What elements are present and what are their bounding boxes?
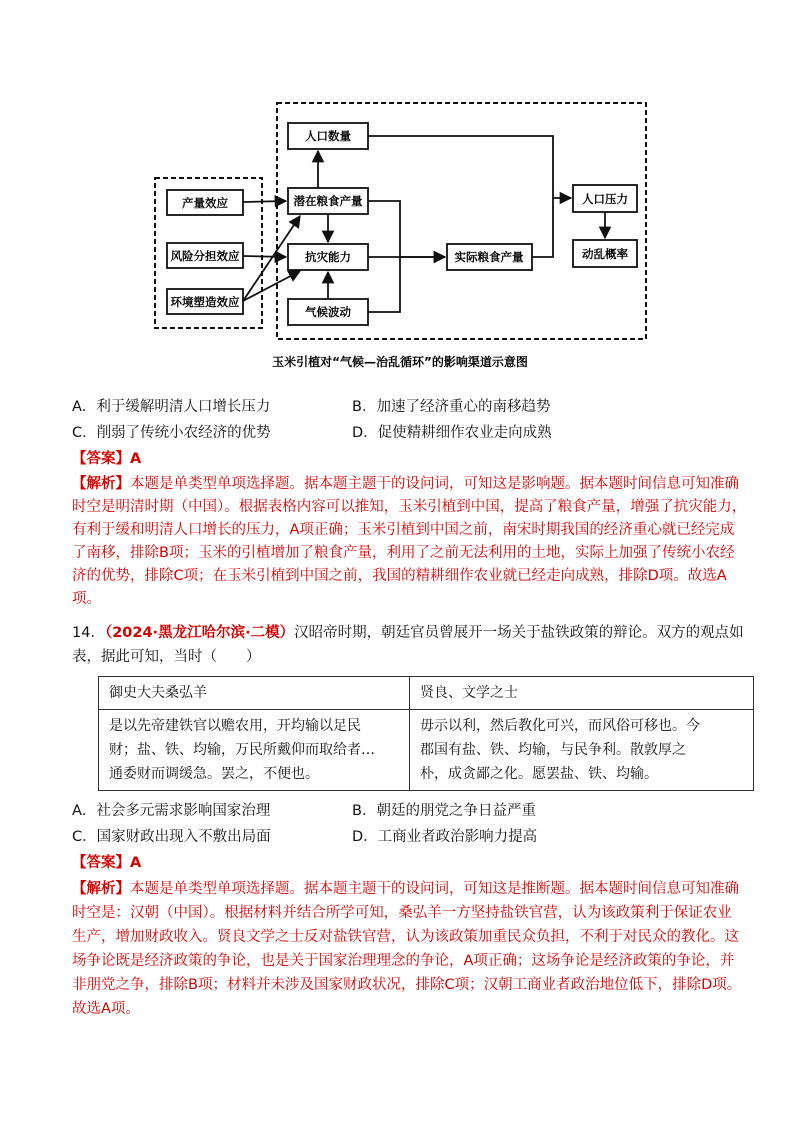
arrow-climate-to-actual	[368, 257, 400, 312]
q14-answer: 【答案】A	[72, 855, 142, 871]
q13-option-d: D．促使精耕细作农业走向成熟	[352, 425, 552, 441]
q14-stem-line-1: 14．（2024·黑龙江哈尔滨·二模）汉昭帝时期，朝廷官员曾展开一场关于盐铁政策的辩论。双方的观点如	[72, 625, 744, 641]
question-number: 14．	[72, 625, 105, 641]
q13-answer: 【答案】A	[72, 451, 142, 467]
label-risk-sharing: 风险分担效应	[170, 249, 240, 263]
label-actual-food: 实际粮食产量	[454, 250, 524, 264]
label-unrest-probability: 动乱概率	[582, 247, 628, 261]
label-potential-food: 潜在粮食产量	[293, 194, 363, 208]
arrow-population-to-pressure	[368, 136, 571, 198]
q14-option-a: A．社会多元需求影响国家治理	[72, 803, 271, 819]
q14-analysis-line-1: 【解析】本题是单类型单项选择题。据本题主题干的设问词，可知这是推断题。据本题时间信息可知准确	[72, 881, 739, 897]
question-source: （2024·黑龙江哈尔滨·二模）	[104, 625, 295, 641]
q14-stem-line-2: 表，据此可知，当时（ ）	[72, 649, 261, 665]
label-climate: 气候波动	[305, 305, 351, 319]
q14-analysis-line-3: 生产，增加财政收入。贤良文学之士反对盐铁官营，认为该政策加重民众负担，不利于对民众的教化。这	[72, 929, 739, 945]
q14-analysis-line-6: 故选A项。	[72, 1001, 140, 1017]
table-header-right: 贤良、文学之士	[410, 677, 754, 710]
q13-analysis-line-6: 项。	[72, 591, 101, 607]
arrow-env-to-resistance	[243, 271, 300, 301]
q14-option-d: D．工商业者政治影响力提高	[352, 829, 538, 845]
q13-option-b: B．加速了经济重心的南移趋势	[352, 399, 551, 415]
q13-analysis-line-4: 了南移，排除B项；玉米的引植增加了粮食产量，利用了之前无法利用的土地，实际上加强了传统小农经	[72, 545, 735, 561]
table-header-left: 御史大夫桑弘羊	[99, 677, 410, 710]
table-cell-right: 毋示以利，然后教化可兴，而风俗可移也。今 郡国有盐、铁、均输，与民争利。散敦厚之 朴，成贪鄙之化。愿罢盐、铁、均输。	[410, 710, 754, 791]
q13-analysis-line-5: 济的优势，排除C项；在玉米引植到中国之前，我国的精耕细作农业就已经走向成熟，排除D项。故选A	[72, 568, 727, 584]
q14-analysis-label: 【解析】	[72, 881, 130, 897]
q14-analysis-line-5: 非朋党之争，排除B项；材料并未涉及国家财政状况，排除C项；汉朝工商业者政治地位低下，排除D项。	[72, 977, 742, 993]
debate-table	[98, 676, 754, 791]
q13-analysis-line-2: 时空是明清时期（中国）。根据表格内容可以推知，玉米引植到中国，提高了粮食产量，增强了抗灾能力，	[72, 499, 747, 515]
q13-analysis-line-1: 【解析】本题是单类型单项选择题。据本题主题干的设问词，可知这是影响题。据本题时间信息可知准确	[72, 476, 739, 492]
q13-analysis-line-3: 有利于缓和明清人口增长的压力，A项正确；玉米引植到中国之前，南宋时期我国的经济重心就已经完成	[72, 522, 735, 538]
q13-analysis-label: 【解析】	[72, 476, 130, 492]
diagram-caption: 玉米引植对“气候—治乱循环”的影响渠道示意图	[272, 355, 528, 369]
arrow-actual-to-pressure	[532, 198, 553, 257]
q14-option-b: B．朝廷的朋党之争日益严重	[352, 803, 536, 819]
arrow-potential-to-actual	[368, 201, 445, 257]
q14-analysis-line-4: 场争论既是经济政策的争论，也是关于国家治理理念的争论，A项正确；这场争论是经济政策的争论，并	[72, 953, 735, 969]
label-environment: 环境塑造效应	[170, 295, 240, 309]
label-population: 人口数量	[305, 129, 351, 143]
label-population-pressure: 人口压力	[582, 192, 628, 206]
q13-option-a: A．利于缓解明清人口增长压力	[72, 399, 271, 415]
arrow-risk-to-resistance	[243, 256, 286, 257]
q13-option-c: C．削弱了传统小农经济的优势	[72, 425, 271, 441]
label-disaster-resistance: 抗灾能力	[305, 250, 351, 264]
table-cell-left: 是以先帝建铁官以赡农用，开均输以足民 财；盐、铁、均输，万民所戴仰而取给者… 通委财而调缓急。罢之，不便也。	[99, 710, 410, 791]
influence-diagram	[0, 0, 800, 380]
label-yield-effect: 产量效应	[182, 196, 228, 210]
q14-option-c: C．国家财政出现入不敷出局面	[72, 829, 271, 845]
q14-analysis-line-2: 时空是：汉朝（中国）。根据材料并结合所学可知，桑弘羊一方坚持盐铁官营，认为该政策利于保证农业	[72, 905, 732, 921]
arrow-yield-to-potential	[243, 201, 286, 202]
table-header-row	[99, 677, 754, 710]
table-row	[99, 710, 754, 791]
